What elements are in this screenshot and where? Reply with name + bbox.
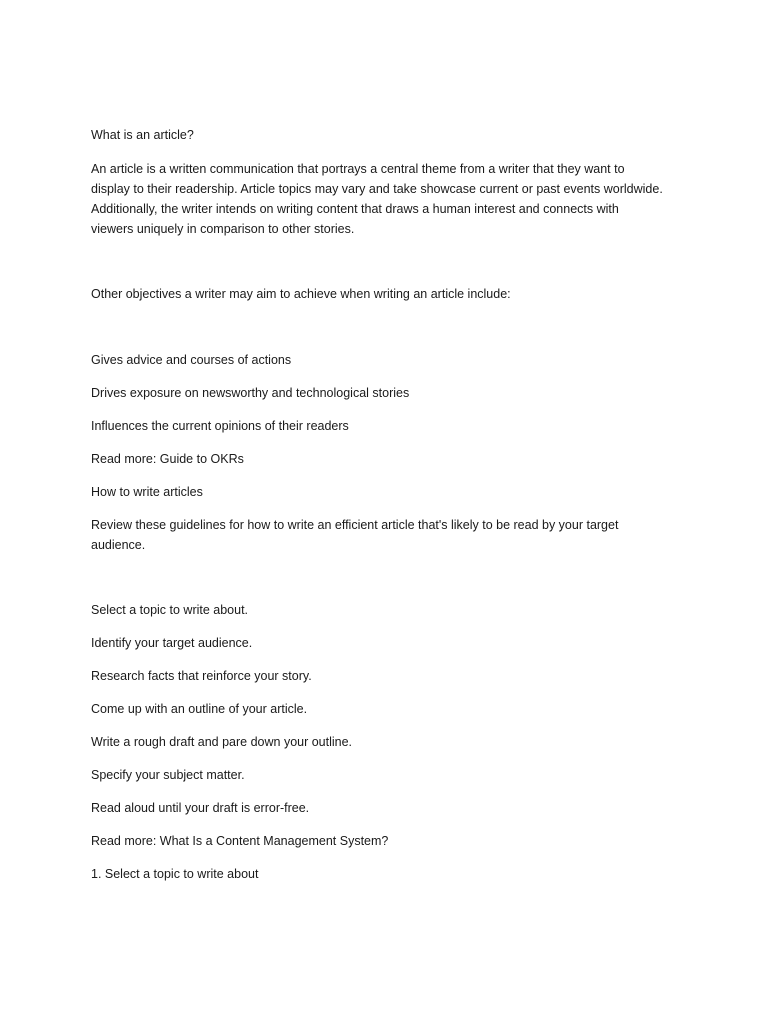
intro-line: display to their readership. Article topics may vary and take showcase current or past events worldwide. [91,182,663,196]
step-item: Research facts that reinforce your story. [91,669,312,683]
objective-item: Influences the current opinions of their readers [91,419,349,433]
objective-item: Drives exposure on newsworthy and technological stories [91,386,410,400]
guidelines-line: Review these guidelines for how to write an efficient article that's likely to be read by your target [91,518,619,532]
intro-line: Additionally, the writer intends on writing content that draws a human interest and connects with [91,202,619,216]
step-item: Specify your subject matter. [91,768,245,782]
objective-item: Gives advice and courses of actions [91,353,292,367]
how-to-heading: How to write articles [91,485,203,499]
intro-line: An article is a written communication that portrays a central theme from a writer that they want to [91,162,625,176]
article-heading: What is an article? [91,128,194,142]
guidelines-line: audience. [91,538,146,552]
step-item: Come up with an outline of your article. [91,702,308,716]
step-item: Write a rough draft and pare down your outline. [91,735,353,749]
read-more-okrs: Read more: Guide to OKRs [91,452,244,466]
step-item: Read aloud until your draft is error-free. [91,801,310,815]
step-item: Identify your target audience. [91,636,253,650]
step-item: Select a topic to write about. [91,603,249,617]
read-more-cms: Read more: What Is a Content Management System? [91,834,389,848]
intro-line: viewers uniquely in comparison to other stories. [91,222,355,236]
step-1-heading: 1. Select a topic to write about [91,867,259,881]
objectives-intro: Other objectives a writer may aim to achieve when writing an article include: [91,287,511,301]
